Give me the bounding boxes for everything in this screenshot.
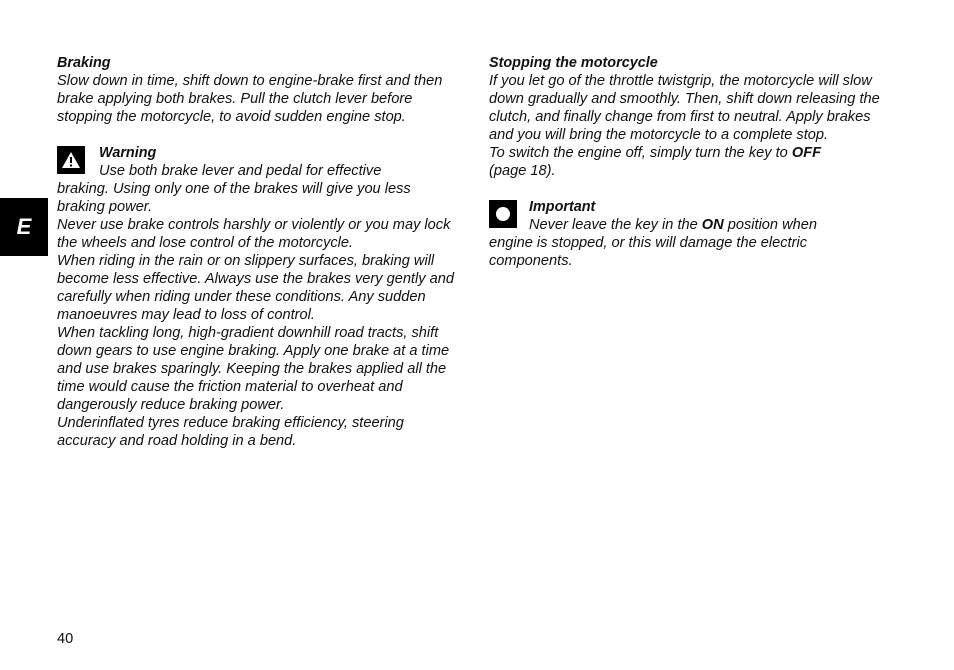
warning-para3: When riding in the rain or on slippery surfaces, braking will become less effective. Always use the brakes very gently and carefully when riding under these conditions. Any sudden manoeuvres may lead to loss of control. xyxy=(57,253,454,323)
important-line1-before: Never leave the key in the xyxy=(529,217,702,233)
right-column xyxy=(489,54,894,270)
engine-off-after: (page 18). xyxy=(489,163,556,179)
section-tab-e xyxy=(0,198,48,256)
stopping-heading: Stopping the motorcycle xyxy=(489,55,658,71)
engine-off-before: To switch the engine off, simply turn the key to xyxy=(489,145,792,161)
engine-off-text xyxy=(489,144,894,180)
stopping-text: If you let go of the throttle twistgrip, the motorcycle will slow down gradually and smoothly. Then, shift down releasing the clutch, and finally change from first to neutral. Apply brakes and you will bring the motorcycle to a complete stop. xyxy=(489,73,880,143)
warning-line2: braking. Using only one of the brakes will give you less braking power. xyxy=(57,181,411,215)
important-line1-after: position when xyxy=(723,217,817,233)
important-line1 xyxy=(489,216,894,234)
warning-para2: Never use brake controls harshly or violently or you may lock the wheels and lose control of the motorcycle. xyxy=(57,217,451,251)
warning-para4: When tackling long, high-gradient downhill road tracts, shift down gears to use engine braking. Apply one brake at a time and use brakes sparingly. Keeping the brakes applied all the time would cause the friction material to overheat and dangerously reduce braking power. xyxy=(57,325,450,413)
important-notice xyxy=(489,198,894,270)
page-number: 40 xyxy=(57,631,74,647)
warning-triangle-icon xyxy=(57,146,85,174)
braking-text: Slow down in time, shift down to engine-brake first and then brake applying both brakes. Pull the clutch lever before stopping the motorcycle, to avoid sudden engine stop. xyxy=(57,73,443,125)
important-line2: engine is stopped, or this will damage the electric components. xyxy=(489,235,807,269)
warning-heading: Warning xyxy=(99,145,157,161)
warning-para5: Underinflated tyres reduce braking efficiency, steering accuracy and road holding in a bend. xyxy=(57,415,404,449)
left-column xyxy=(57,54,462,450)
braking-heading: Braking xyxy=(57,55,111,71)
warning-line1: Use both brake lever and pedal for effective xyxy=(99,163,382,179)
important-heading: Important xyxy=(529,199,596,215)
warning-notice xyxy=(57,144,462,450)
section-tab-label: E xyxy=(16,214,32,239)
important-key: ON xyxy=(701,217,724,233)
engine-off-key: OFF xyxy=(791,145,822,161)
important-dot-icon xyxy=(489,200,517,228)
